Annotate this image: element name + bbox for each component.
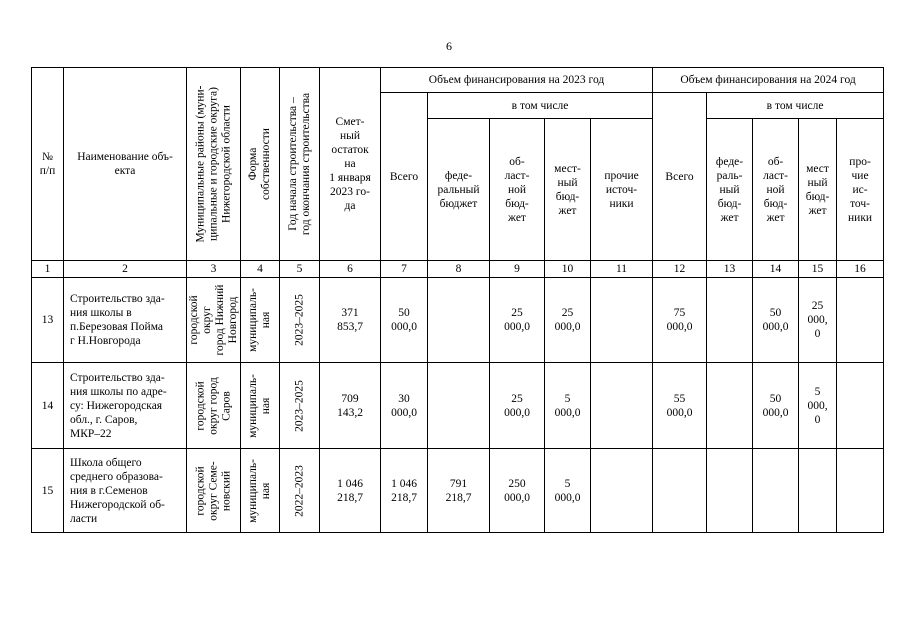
row-district: городской округ город Нижний Новгород — [187, 278, 241, 363]
financing-table — [31, 67, 884, 533]
page-number: 6 — [446, 39, 452, 53]
row-total-2023: 1 046 218,7 — [381, 449, 428, 533]
header-fed-2023: феде- ральный бюджет — [428, 119, 490, 261]
header-estimate: Смет- ный остаток на 1 января 2023 го- да — [320, 68, 381, 261]
col-number: 1 — [32, 261, 64, 278]
row-num: 15 — [32, 449, 64, 533]
row-years: 2023–2025 — [280, 278, 320, 363]
row-reg-2023: 250 000,0 — [490, 449, 545, 533]
header-total-2024: Всего — [653, 93, 707, 261]
row-estimate: 1 046 218,7 — [320, 449, 381, 533]
row-estimate: 371 853,7 — [320, 278, 381, 363]
col-number: 16 — [837, 261, 884, 278]
row-ownership: муниципаль- ная — [241, 449, 280, 533]
header-reg-2024: об- ласт- ной бюд- жет — [753, 119, 799, 261]
column-number-row — [32, 261, 884, 278]
col-number: 2 — [64, 261, 187, 278]
row-name: Строительство зда- ния школы по адре- су: Нижегородская обл., г. Саров, МКР–22 — [64, 363, 187, 449]
row-reg-2023: 25 000,0 — [490, 278, 545, 363]
header-fin-2024: Объем финансирования на 2024 год — [653, 68, 884, 93]
col-number: 12 — [653, 261, 707, 278]
row-district: городской округ Семе- новский — [187, 449, 241, 533]
row-oth-2023 — [591, 363, 653, 449]
header-district: Муниципальные районы (муни- ципальные и городские округа) Нижегородской области — [187, 68, 241, 261]
row-reg-2023: 25 000,0 — [490, 363, 545, 449]
row-loc-2024: 25 000, 0 — [799, 278, 837, 363]
col-number: 11 — [591, 261, 653, 278]
row-years: 2022–2023 — [280, 449, 320, 533]
row-oth-2023 — [591, 449, 653, 533]
header-total-2023: Всего — [381, 93, 428, 261]
row-reg-2024 — [753, 449, 799, 533]
row-name: Строительство зда- ния школы в п.Березовая Пойма г Н.Новгорода — [64, 278, 187, 363]
col-number: 10 — [545, 261, 591, 278]
header-loc-2023: мест- ный бюд- жет — [545, 119, 591, 261]
col-number: 15 — [799, 261, 837, 278]
row-total-2024: 75 000,0 — [653, 278, 707, 363]
row-total-2024 — [653, 449, 707, 533]
col-number: 14 — [753, 261, 799, 278]
row-fed-2023: 791 218,7 — [428, 449, 490, 533]
header-oth-2024: про- чие ис- точ- ники — [837, 119, 884, 261]
row-reg-2024: 50 000,0 — [753, 363, 799, 449]
col-number: 3 — [187, 261, 241, 278]
col-number: 8 — [428, 261, 490, 278]
table-row — [32, 449, 884, 533]
row-years: 2023–2025 — [280, 363, 320, 449]
row-fed-2024 — [707, 278, 753, 363]
row-ownership: муниципаль- ная — [241, 278, 280, 363]
col-number: 5 — [280, 261, 320, 278]
col-number: 13 — [707, 261, 753, 278]
row-district: городской округ город Саров — [187, 363, 241, 449]
header-name: Наименование объ- екта — [64, 68, 187, 261]
header-ownership: Форма собственности — [241, 68, 280, 261]
row-oth-2023 — [591, 278, 653, 363]
row-oth-2024 — [837, 449, 884, 533]
row-loc-2023: 5 000,0 — [545, 449, 591, 533]
header-loc-2024: мест ный бюд- жет — [799, 119, 837, 261]
col-number: 4 — [241, 261, 280, 278]
row-loc-2023: 25 000,0 — [545, 278, 591, 363]
row-total-2023: 50 000,0 — [381, 278, 428, 363]
row-fed-2024 — [707, 363, 753, 449]
header-including-2023: в том числе — [428, 93, 653, 119]
col-number: 6 — [320, 261, 381, 278]
header-num: № п/п — [32, 68, 64, 261]
header-including-2024: в том числе — [707, 93, 884, 119]
row-fed-2023 — [428, 278, 490, 363]
row-oth-2024 — [837, 278, 884, 363]
row-total-2023: 30 000,0 — [381, 363, 428, 449]
header-reg-2023: об- ласт- ной бюд- жет — [490, 119, 545, 261]
col-number: 7 — [381, 261, 428, 278]
row-num: 13 — [32, 278, 64, 363]
row-num: 14 — [32, 363, 64, 449]
row-name: Школа общего среднего образова- ния в г.Семенов Нижегородской об- ласти — [64, 449, 187, 533]
row-loc-2024: 5 000, 0 — [799, 363, 837, 449]
row-loc-2024 — [799, 449, 837, 533]
row-estimate: 709 143,2 — [320, 363, 381, 449]
header-oth-2023: прочие источ- ники — [591, 119, 653, 261]
table-row — [32, 278, 884, 363]
header-fin-2023: Объем финансирования на 2023 год — [381, 68, 653, 93]
header-years: Год начала строительства – год окончания строительства — [280, 68, 320, 261]
row-fed-2024 — [707, 449, 753, 533]
col-number: 9 — [490, 261, 545, 278]
row-loc-2023: 5 000,0 — [545, 363, 591, 449]
row-oth-2024 — [837, 363, 884, 449]
row-ownership: муниципаль- ная — [241, 363, 280, 449]
table-row — [32, 363, 884, 449]
row-reg-2024: 50 000,0 — [753, 278, 799, 363]
row-fed-2023 — [428, 363, 490, 449]
row-total-2024: 55 000,0 — [653, 363, 707, 449]
header-fed-2024: феде- раль- ный бюд- жет — [707, 119, 753, 261]
